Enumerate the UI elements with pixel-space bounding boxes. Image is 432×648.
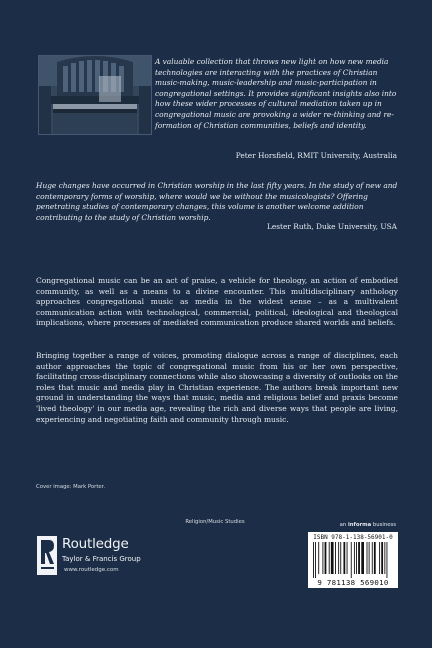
isbn-barcode xyxy=(308,532,398,588)
barcode-bar xyxy=(369,542,370,574)
barcode-bar xyxy=(381,542,383,574)
subject-category: Religion/Music Studies xyxy=(185,519,245,525)
organ-illustration xyxy=(39,56,151,134)
publisher-group: Taylor & Francis Group xyxy=(62,555,141,563)
barcode-bar xyxy=(361,542,364,574)
barcode-bar xyxy=(379,542,380,574)
description-paragraph-2: Bringing together a range of voices, promoting dialogue across a range of disciplines, each author approaches the topic of congregational music from his or her own perspective, facilitating cross-disciplinary connections while also showcasing a diversity of outlooks on the roles that music and media play in Christian experience. The authors break important new ground in understanding the ways that music, media and religious belief and praxis become 'lived theology' in our media age, revealing the rich and diverse ways that people are living, experiencing and negotiating faith and community through music. xyxy=(36,351,398,424)
barcode-bar xyxy=(340,542,341,574)
barcode-bar xyxy=(372,542,373,574)
barcode-bar xyxy=(331,542,334,574)
isbn-number: ISBN 978-1-138-56901-0 xyxy=(313,534,393,541)
barcode-bar xyxy=(354,542,355,574)
barcode-bar xyxy=(338,542,339,574)
cover-photo-organ xyxy=(38,55,152,135)
barcode-bar xyxy=(343,542,345,574)
publisher-name: Routledge xyxy=(62,536,129,552)
routledge-logo-icon xyxy=(37,536,57,575)
informa-prefix: an xyxy=(339,522,348,528)
barcode-bar xyxy=(313,542,314,578)
informa-business-tagline xyxy=(318,522,396,528)
barcode-bar xyxy=(358,542,360,574)
endorsement-attribution-1: Peter Horsfield, RMIT University, Australia xyxy=(235,151,397,160)
barcode-bar xyxy=(315,542,316,578)
endorsement-attribution-2: Lester Ruth, Duke University, USA xyxy=(266,222,397,231)
publisher-url[interactable]: www.routledge.com xyxy=(64,567,119,573)
barcode-bar xyxy=(356,542,357,574)
endorsement-quote-1: A valuable collection that throws new light on how new media technologies are interacting with the practices of Christian music-making, music-leadership and music-participation in congregational settings. It provides significant insights also into how these wider processes of cultural mediation taken up in congregational music are provoking a wider re-thinking and re-formation of Christian communities, beliefs and identity. xyxy=(155,57,397,130)
barcode-bar xyxy=(374,542,376,574)
barcode-bar xyxy=(322,542,323,574)
barcode-bar xyxy=(387,542,388,578)
cover-image-credit: Cover image: Mark Porter. xyxy=(36,484,106,490)
informa-suffix: business xyxy=(371,522,396,528)
barcode-bars xyxy=(313,542,393,578)
barcode-bar xyxy=(367,542,368,574)
barcode-bar xyxy=(335,542,336,574)
barcode-bar xyxy=(325,542,327,574)
barcode-bar xyxy=(384,542,385,574)
description-paragraph-1: Congregational music can be an act of praise, a vehicle for theology, an action of embodied community, as well as a means to a divine encounter. This multidisciplinary anthology approaches congregational music as media in the widest sense – as a multivalent communication action with technological, commercial, political, ideological and theological implications, where processes of mediated communication produce shared worlds and beliefs. xyxy=(36,276,398,328)
barcode-bar xyxy=(351,542,352,578)
informa-brand: informa xyxy=(347,522,372,528)
barcode-bar xyxy=(329,542,330,574)
endorsement-quote-2: Huge changes have occurred in Christian worship in the last fifty years. In the study of new and contemporary forms of worship, where would we be without the musicologists? Offering penetrating studies of contemporary changes, this volume is another welcome addition contributing to the study of Christian worship. xyxy=(36,181,398,222)
ean-number: 9 781138 569010 xyxy=(317,578,389,587)
barcode-bar xyxy=(347,542,348,574)
barcode-bar xyxy=(318,542,319,574)
